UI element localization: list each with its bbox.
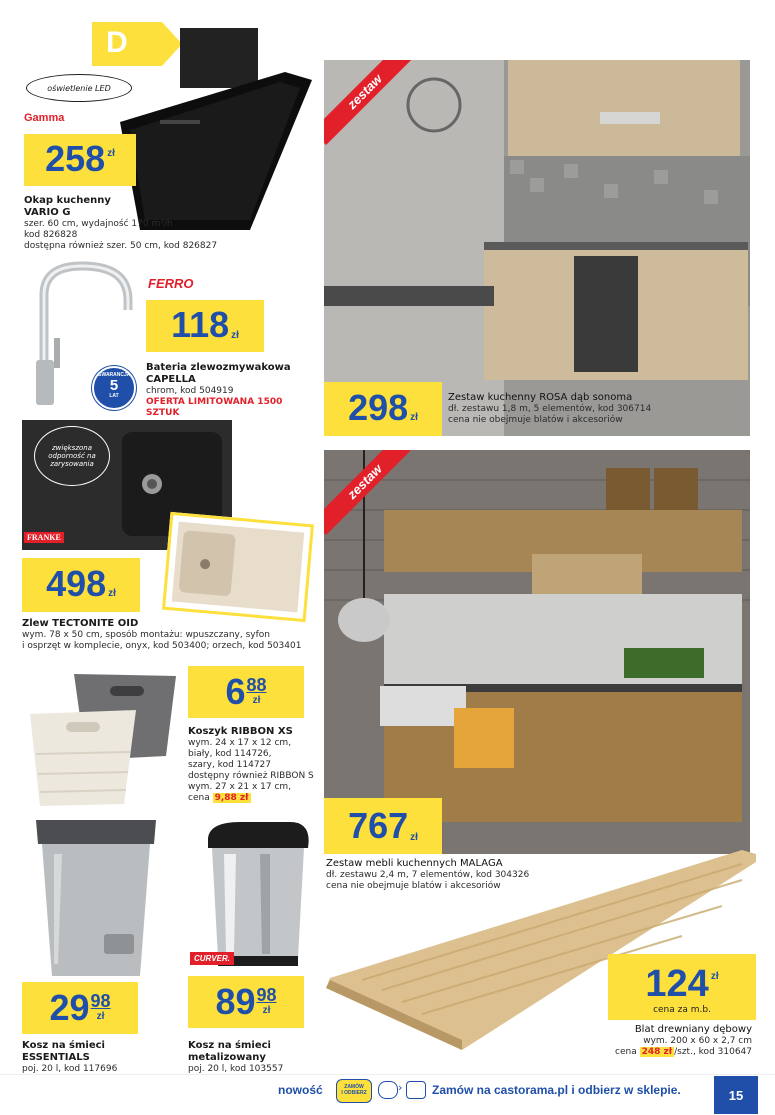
basket-alt-price-line: cena 9,88 zł [188, 793, 249, 803]
cursor-icon [378, 1081, 398, 1099]
rosa-title: Zestaw kuchenny ROSA dąb sonoma [448, 392, 633, 403]
hood-desc-2: kod 826828 [24, 230, 78, 240]
energy-class-label: D [106, 26, 128, 59]
bin-metal-desc: poj. 20 l, kod 103557 [188, 1064, 284, 1074]
rosa-price: 298 zł [324, 382, 442, 436]
sink-desc-2: i osprzęt w komplecie, onyx, kod 503400; orzech, kod 503401 [22, 641, 302, 651]
basket-title: Koszyk RIBBON XS [188, 726, 293, 737]
hood-price: 258 zł [24, 134, 136, 186]
basket-desc-3: szary, kod 114727 [188, 760, 272, 770]
bin-metal-title: Kosz na śmieci [188, 1040, 271, 1051]
gamma-logo: Gamma [24, 112, 65, 124]
worktop-unit-note: cena za m.b. [653, 1005, 711, 1015]
worktop-alt-price-line: cena 248 zł /szt., kod 310647 [615, 1047, 752, 1057]
basket-info [188, 726, 318, 804]
rosa-desc-1: dł. zestawu 1,8 m, 5 elementów, kod 306714 [448, 404, 652, 414]
hood-info [24, 195, 304, 252]
worktop-title: Blat drewniany dębowy [634, 1024, 752, 1035]
bin-essentials-model: ESSENTIALS [22, 1052, 90, 1063]
basket-desc-2: biały, kod 114726, [188, 749, 272, 759]
malaga-title: Zestaw mebli kuchennych MALAGA [326, 858, 503, 869]
bin-essentials-info [22, 1040, 172, 1075]
malaga-price: 767 zł [324, 798, 442, 854]
curver-logo: CURVER. [190, 952, 234, 965]
faucet-price: 118 zł [146, 300, 264, 352]
faucet-desc: chrom, kod 504919 [146, 386, 234, 396]
faucet-info [146, 362, 316, 419]
bin-essentials-price: 29 98 zł [22, 982, 138, 1034]
malaga-ribbon: zestaw [324, 450, 414, 535]
bin-essentials-image [30, 814, 162, 980]
malaga-desc-2: cena nie obejmuje blatów i akcesoriów [326, 881, 501, 891]
franke-logo: FRANKE [24, 532, 64, 543]
worktop-price: 124 zł cena za m.b. [608, 954, 756, 1020]
basket-alt-price: 9,88 zł [214, 793, 249, 803]
store-icon [406, 1081, 426, 1099]
faucet-promo: OFERTA LIMITOWANA 1500 SZTUK [146, 397, 283, 418]
footer-text: Zamów na castorama.pl i odbierz w sklepie. [432, 1083, 681, 1097]
led-badge: oświetlenie LED [26, 74, 132, 102]
bin-metal-model: metalizowany [188, 1052, 266, 1063]
worktop-info [548, 1024, 752, 1058]
footer-bar [0, 1074, 775, 1115]
rosa-desc-2: cena nie obejmuje blatów i akcesoriów [448, 415, 623, 425]
basket-image [26, 664, 184, 810]
basket-desc-4: dostępny również RIBBON S [188, 771, 314, 781]
hood-desc-3: dostępna również szer. 50 cm, kod 826827 [24, 241, 218, 251]
sink-desc-1: wym. 78 x 50 cm, sposób montażu: wpuszczany, syfon [22, 630, 270, 640]
sink-title: Zlew TECTONITE OID [22, 618, 139, 629]
hood-desc-1: szer. 60 cm, wydajność 170 m³/h [24, 219, 173, 229]
faucet-model: CAPELLA [146, 374, 196, 385]
basket-desc-1: wym. 24 x 17 x 12 cm, [188, 738, 292, 748]
rosa-ribbon-wrap [324, 60, 414, 150]
sink-badge: zwiększona odporność na zarysowania [34, 426, 110, 486]
hood-title: Okap kuchenny [24, 195, 111, 206]
bin-metal-price: 89 98 zł [188, 976, 304, 1028]
worktop-image [322, 850, 756, 1050]
sink-info [22, 618, 322, 652]
sink-image-walnut [162, 512, 314, 622]
malaga-desc-1: dł. zestawu 2,4 m, 7 elementów, kod 304326 [326, 870, 530, 880]
ferro-logo: FERRO [148, 276, 194, 291]
rosa-info [448, 392, 748, 426]
bin-essentials-desc: poj. 20 l, kod 117696 [22, 1064, 118, 1074]
faucet-title: Bateria zlewozmywakowa [146, 362, 291, 373]
worktop-desc: wym. 200 x 60 x 2,7 cm [643, 1036, 752, 1046]
new-label: nowość [278, 1083, 323, 1097]
basket-desc-5: wym. 27 x 21 x 17 cm, [188, 782, 292, 792]
bin-essentials-title: Kosz na śmieci [22, 1040, 105, 1051]
malaga-ribbon-wrap [324, 450, 414, 540]
bin-metal-info [188, 1040, 338, 1075]
warranty-badge: GWARANCJA 5 LAT [92, 366, 136, 410]
bin-metal-image [200, 818, 316, 970]
basket-price: 6 88 zł [188, 666, 304, 718]
rosa-ribbon: zestaw [324, 60, 414, 145]
worktop-alt-price: 248 zł [641, 1047, 673, 1057]
arrow-icon: › [398, 1081, 403, 1094]
page-number: 15 [714, 1076, 758, 1114]
hood-model: VARIO G [24, 207, 71, 218]
click-collect-badge: ZAMÓW I ODBIERZ [336, 1079, 372, 1103]
sink-price: 498 zł [22, 558, 140, 612]
